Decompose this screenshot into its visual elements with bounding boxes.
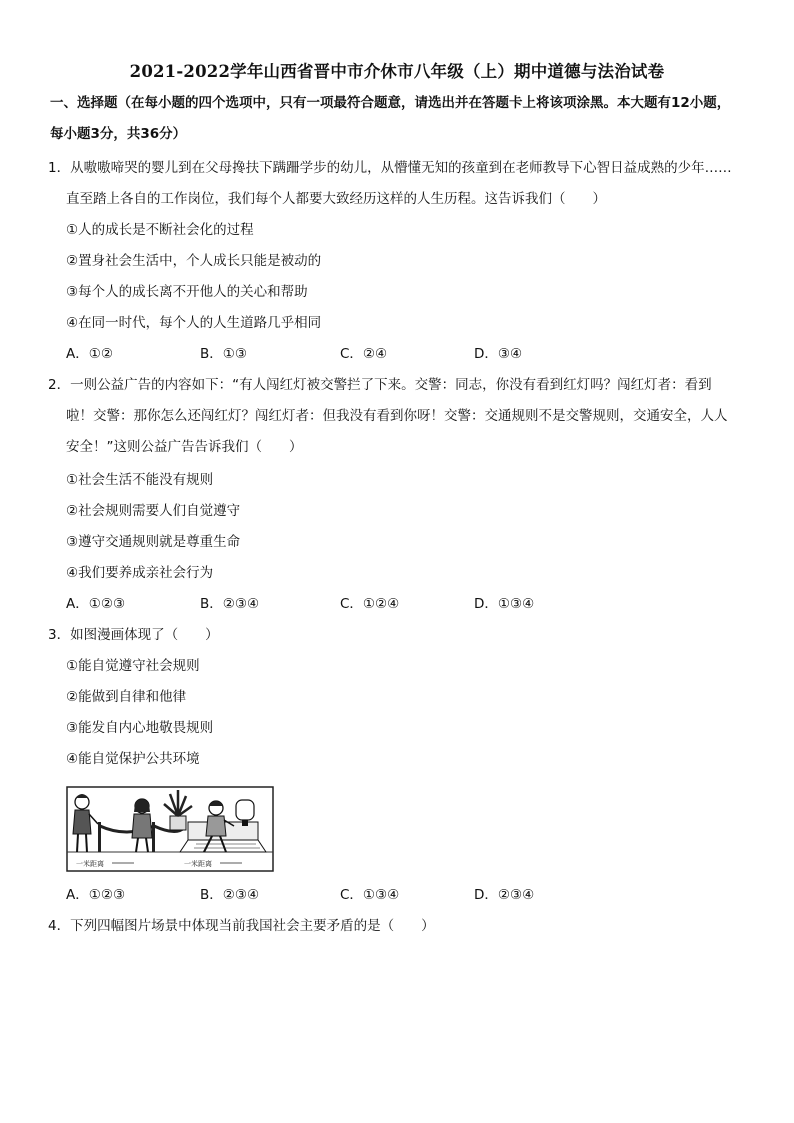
question-3-stem <box>48 620 753 651</box>
question-3-option-1: ①能自觉遵守社会规则 <box>66 658 200 674</box>
question-2-stem <box>48 370 753 463</box>
question-3-choice-c[interactable]: C．①③④ <box>340 887 400 903</box>
question-3-option-3: ③能发自内心地敬畏规则 <box>66 720 214 736</box>
question-3-option-2: ②能做到自律和他律 <box>66 689 187 705</box>
question-4-stem-line-1: 4．下列四幅图片场景中体现当前我国社会主要矛盾的是（ ） <box>48 918 435 934</box>
question-1-stem-line-1: 1．从嗷嗷啼哭的婴儿到在父母搀扶下蹒跚学步的幼儿，从懵懂无知的孩童到在老师教导下心智日益成熟的少年…… <box>48 160 732 176</box>
question-2-option-3: ③遵守交通规则就是尊重生命 <box>66 534 241 550</box>
question-2-stem-line-3: 安全！”这则公益广告告诉我们（ ） <box>66 439 303 455</box>
question-1-choice-c[interactable]: C．②④ <box>340 346 388 362</box>
question-1-stem-line-2: 直至踏上各自的工作岗位，我们每个人都要大致经历这样的人生历程。这告诉我们（ ） <box>66 191 606 207</box>
question-2-choice-d[interactable]: D．①③④ <box>474 596 535 612</box>
question-1-stem <box>48 153 753 215</box>
question-2-stem-line-2: 啦！交警：那你怎么还闯红灯？闯红灯者：但我没有看到你呀！交警：交通规则不是交警规则，交通安全，人人 <box>66 408 728 424</box>
question-3-choices <box>66 880 666 911</box>
question-2-choices <box>66 589 666 620</box>
question-4-stem <box>48 911 753 942</box>
question-2-choice-b[interactable]: B．②③④ <box>200 596 260 612</box>
question-3-option-4: ④能自觉保护公共环境 <box>66 751 200 767</box>
question-1-option-2: ②置身社会生活中，个人成长只能是被动的 <box>66 253 322 269</box>
section-header <box>50 88 750 150</box>
question-3-choice-b[interactable]: B．②③④ <box>200 887 260 903</box>
question-3-choice-a[interactable]: A．①②③ <box>66 887 126 903</box>
section-header-line-2: 每小题3分，共36分） <box>50 126 187 142</box>
question-1-option-3: ③每个人的成长离不开他人的关心和帮助 <box>66 284 308 300</box>
question-1-option-4: ④在同一时代，每个人的人生道路几乎相同 <box>66 315 322 331</box>
question-2-option-1: ①社会生活不能没有规则 <box>66 472 214 488</box>
question-2-choice-a[interactable]: A．①②③ <box>66 596 126 612</box>
question-2-choice-c[interactable]: C．①②④ <box>340 596 400 612</box>
question-1-choice-a[interactable]: A．①② <box>66 346 113 362</box>
queue-cartoon-image <box>66 786 274 872</box>
question-2-option-2: ②社会规则需要人们自觉遵守 <box>66 503 241 519</box>
question-3-choice-d[interactable]: D．②③④ <box>474 887 535 903</box>
question-1-choice-d[interactable]: D．③④ <box>474 346 523 362</box>
question-1-choices <box>66 339 666 370</box>
question-1-choice-b[interactable]: B．①③ <box>200 346 247 362</box>
question-2-option-4: ④我们要养成亲社会行为 <box>66 565 214 581</box>
page-title: 2021-2022学年山西省晋中市介休市八年级（上）期中道德与法治试卷 <box>129 62 665 81</box>
question-2-stem-line-1: 2．一则公益广告的内容如下：“有人闯红灯被交警拦了下来。交警：同志，你没有看到红灯吗？闯红灯者：看到 <box>48 377 712 393</box>
section-header-line-1: 一、选择题（在每小题的四个选项中，只有一项最符合题意，请选出并在答题卡上将该项涂黑。本大题有12小题， <box>50 95 731 111</box>
question-3-stem-line-1: 3．如图漫画体现了（ ） <box>48 627 219 643</box>
question-1-option-1: ①人的成长是不断社会化的过程 <box>66 222 254 238</box>
cartoon-distance-label-2: 一米距离 <box>184 860 212 868</box>
cartoon-distance-label-1: 一米距离 <box>76 860 104 868</box>
